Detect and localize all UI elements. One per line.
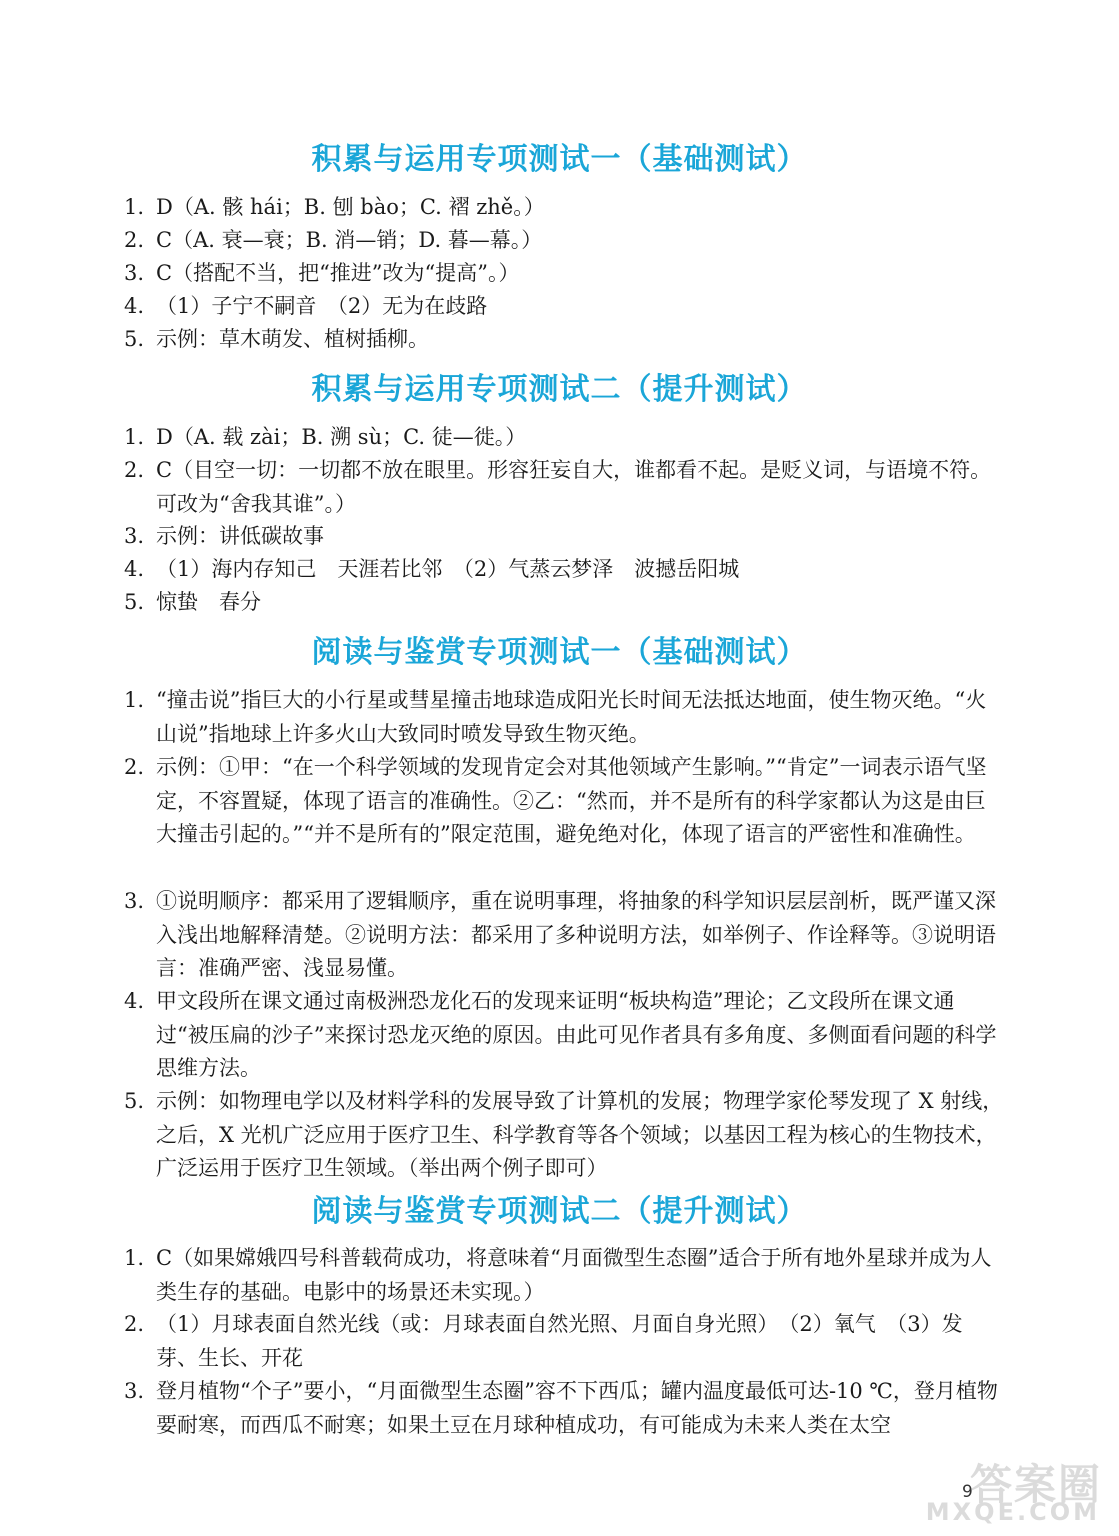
list-item [124, 421, 1004, 455]
item-text: 示例：①甲：“在一个科学领域的发现肯定会对其他领域产生影响。”“肯定”一词表示语气坚定，不容置疑，体现了语言的准确性。②乙：“然而，并不是所有的科学家都认为这是由巨大撞击引起的。”“并不是所有的”限定范围，避免绝对化，体现了语言的严密性和准确性。 [156, 755, 987, 846]
item-number: 4. [124, 989, 145, 1013]
list-item [124, 1085, 1004, 1186]
item-number: 4. [124, 294, 145, 318]
list-item [124, 553, 1004, 587]
item-number: 3. [124, 524, 145, 548]
item-text: C（目空一切：一切都不放在眼里。形容狂妄自大，谁都看不起。是贬义词，与语境不符。可改为“舍我其谁”。） [156, 458, 992, 516]
section-title-1: 积累与运用专项测试一（基础测试） [311, 142, 808, 177]
item-number: 5. [124, 590, 145, 614]
list-item [124, 191, 1004, 225]
page-number: 9 [962, 1482, 973, 1502]
list-item [124, 290, 1004, 324]
item-text: D（A. 骸 hái；B. 刨 bào；C. 褶 zhě。） [156, 195, 545, 219]
item-number: 2. [124, 228, 145, 252]
item-text: （1）海内存知己 天涯若比邻 （2）气蒸云梦泽 波撼岳阳城 [156, 557, 740, 581]
item-text: （1）月球表面自然光线（或：月球表面自然光照、月面自身光照） （2）氧气 （3）发芽、生长、开花 [156, 1312, 963, 1370]
list-item [124, 1308, 1004, 1375]
list-item [124, 586, 1004, 620]
item-number: 4. [124, 557, 145, 581]
watermark-logo [920, 1450, 1110, 1530]
item-text: 示例：如物理电学以及材料学科的发展导致了计算机的发展；物理学家伦琴发现了 X 射线，之后，X 光机广泛应用于医疗卫生、科学教育等各个领域；以基因工程为核心的生物技术，广泛运用于医疗卫生领域。（举出两个例子即可） [156, 1089, 1004, 1180]
item-text: C（如果嫦娥四号科普载荷成功，将意味着“月面微型生态圈”适合于所有地外星球并成为人类生存的基础。电影中的场景还未实现。） [156, 1246, 992, 1304]
item-number: 2. [124, 458, 145, 482]
list-item [124, 1242, 1004, 1309]
watermark-url: MXQE.COM [925, 1498, 1100, 1526]
section-title-3: 阅读与鉴赏专项测试一（基础测试） [311, 635, 808, 670]
item-text: （1）子宁不嗣音 （2）无为在歧路 [156, 294, 488, 318]
item-text: C（A. 衰—衰；B. 消—销；D. 暮—幕。） [156, 228, 543, 252]
item-text: 甲文段所在课文通过南极洲恐龙化石的发现来证明“板块构造”理论；乙文段所在课文通过“被压扁的沙子”来探讨恐龙灭绝的原因。由此可见作者具有多角度、多侧面看问题的科学思维方法。 [156, 989, 997, 1080]
item-number: 1. [124, 195, 145, 219]
watermark-text: 答案圈 [969, 1460, 1102, 1509]
item-number: 5. [124, 327, 145, 351]
item-number: 3. [124, 261, 145, 285]
list-item [124, 520, 1004, 554]
list-item [124, 454, 1004, 521]
item-text: 示例：讲低碳故事 [156, 524, 324, 548]
list-item [124, 323, 1004, 357]
item-number: 5. [124, 1089, 145, 1113]
item-text: D（A. 载 zài；B. 溯 sù；C. 徒—徙。） [156, 425, 527, 449]
list-item [124, 684, 1004, 751]
item-text: 登月植物“个子”要小，“月面微型生态圈”容不下西瓜；罐内温度最低可达-10 ℃，登月植物要耐寒，而西瓜不耐寒；如果土豆在月球种植成功，有可能成为未来人类在太空 [156, 1379, 998, 1437]
item-number: 1. [124, 425, 145, 449]
item-text: 惊蛰 春分 [156, 590, 261, 614]
list-item [124, 257, 1004, 291]
item-number: 2. [124, 1312, 145, 1336]
item-number: 3. [124, 889, 145, 913]
item-text: ①说明顺序：都采用了逻辑顺序，重在说明事理，将抽象的科学知识层层剖析，既严谨又深入浅出地解释清楚。②说明方法：都采用了多种说明方法，如举例子、作诠释等。③说明语言：准确严密、浅显易懂。 [156, 889, 996, 980]
list-item [124, 751, 1004, 852]
item-number: 1. [124, 1246, 145, 1270]
list-item [124, 885, 1004, 986]
section-title-4: 阅读与鉴赏专项测试二（提升测试） [311, 1194, 808, 1229]
item-text: C（搭配不当，把“推进”改为“提高”。） [156, 261, 520, 285]
list-item [124, 224, 1004, 258]
list-item [124, 1375, 1004, 1442]
item-number: 1. [124, 688, 145, 712]
item-number: 3. [124, 1379, 145, 1403]
item-text: “撞击说”指巨大的小行星或彗星撞击地球造成阳光长时间无法抵达地面，使生物灭绝。“火山说”指地球上许多火山大致同时喷发导致生物灭绝。 [156, 688, 987, 746]
item-number: 2. [124, 755, 145, 779]
list-item [124, 985, 1004, 1086]
item-text: 示例：草木萌发、植树插柳。 [156, 327, 429, 351]
section-title-2: 积累与运用专项测试二（提升测试） [311, 372, 808, 407]
